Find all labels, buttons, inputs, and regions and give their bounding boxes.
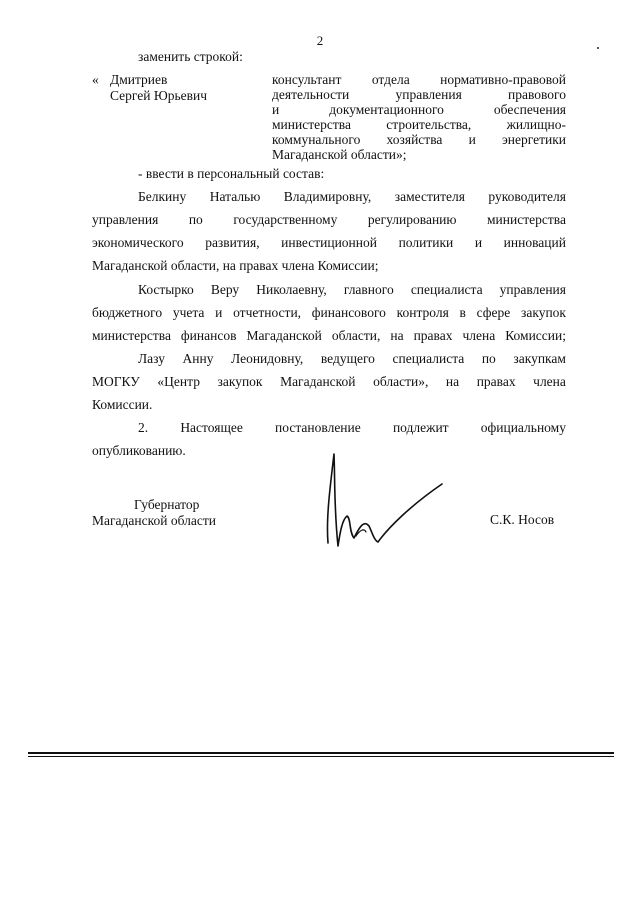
word: области, (331, 328, 381, 343)
word: экономического (92, 235, 184, 250)
word: управления (499, 282, 566, 297)
word: специалиста (410, 282, 483, 297)
word: и (474, 235, 483, 250)
member-position (272, 72, 566, 162)
word: подлежит (392, 420, 449, 435)
word: политики (398, 235, 454, 250)
paragraph-line (92, 305, 566, 321)
word: специалиста (392, 351, 465, 366)
word: Белкину (138, 189, 187, 204)
word: главного (343, 282, 394, 297)
paragraph-line (138, 189, 566, 205)
word: отчетности, (233, 305, 302, 320)
word: правах (413, 328, 453, 343)
word: инноваций (503, 235, 566, 250)
word: заместителя (394, 189, 465, 204)
word: управления (92, 212, 159, 227)
position-line: деятельности управления правового (272, 87, 566, 102)
word: закупок (217, 374, 263, 389)
position-line: консультант отдела нормативно-правовой (272, 72, 566, 87)
word: правах (476, 374, 516, 389)
paragraph-line (138, 282, 566, 298)
word: министерства (487, 212, 566, 227)
word: закупок (521, 305, 566, 320)
word: Анну (182, 351, 214, 366)
bottom-rule (28, 752, 614, 754)
open-quote: « (92, 72, 99, 87)
paragraph-line: Комиссии. (92, 397, 153, 412)
word: по (188, 212, 203, 227)
word: финансового (311, 305, 386, 320)
word: и (215, 305, 223, 320)
word: 2. (138, 420, 149, 435)
word: Костырко (138, 282, 194, 297)
handwritten-signature (318, 448, 458, 558)
word: Магаданской (246, 328, 322, 343)
paragraph-line: Магаданской области, на правах члена Комиссии; (92, 258, 379, 273)
governor-title-line: Губернатор (134, 497, 200, 512)
word: государственному (233, 212, 338, 227)
governor-title (92, 497, 216, 529)
paragraph-line (92, 212, 566, 228)
signer-name: С.К. Носов (490, 512, 555, 527)
word: области», (373, 374, 429, 389)
member-given-names: Сергей Юрьевич (110, 88, 208, 103)
word: на (445, 374, 460, 389)
word: «Центр (157, 374, 200, 389)
page-number: 2 (316, 33, 324, 48)
word: Николаевну, (256, 282, 327, 297)
paragraph-line: опубликованию. (92, 443, 186, 458)
paragraph-line (138, 420, 566, 436)
word: Владимировну, (283, 189, 372, 204)
word: Веру (210, 282, 240, 297)
add-members-line: - ввести в персональный состав: (138, 166, 325, 181)
intro-line: заменить строкой: (138, 49, 243, 64)
word: контроля (396, 305, 449, 320)
word: МОГКУ (92, 374, 140, 389)
word: сфере (476, 305, 511, 320)
word: в (459, 305, 466, 320)
word: члена (533, 374, 566, 389)
word: учета (172, 305, 205, 320)
position-line: коммунального хозяйства и энергетики (272, 132, 566, 147)
paragraph-line (92, 235, 566, 251)
word: регулированию (367, 212, 457, 227)
position-line: и документационного обеспечения (272, 102, 566, 117)
word: по (481, 351, 496, 366)
word: Леонидовну, (231, 351, 304, 366)
word: развития, (205, 235, 260, 250)
word: Лазу (138, 351, 165, 366)
word: инвестиционной (281, 235, 377, 250)
word: члена (462, 328, 496, 343)
word: постановление (275, 420, 361, 435)
word: Магаданской (280, 374, 356, 389)
bottom-rule-thin (28, 756, 614, 757)
word: руководителя (488, 189, 566, 204)
paragraph-line (138, 351, 566, 367)
paragraph-line (92, 328, 566, 344)
word: бюджетного (92, 305, 163, 320)
position-line: министерства строительства, жилищно- (272, 117, 566, 132)
member-surname: Дмитриев (110, 72, 168, 87)
word: официальному (480, 420, 566, 435)
word: министерства (92, 328, 171, 343)
word: на (390, 328, 404, 343)
paragraph-line (92, 374, 566, 390)
word: Настоящее (180, 420, 243, 435)
governor-title-line: Магаданской области (92, 513, 216, 528)
word: Комиссии; (505, 328, 566, 343)
word: финансов (180, 328, 237, 343)
word: Наталью (209, 189, 261, 204)
position-line: Магаданской области»; (272, 147, 407, 162)
word: ведущего (320, 351, 375, 366)
member-name (110, 72, 207, 104)
word: закупкам (513, 351, 566, 366)
